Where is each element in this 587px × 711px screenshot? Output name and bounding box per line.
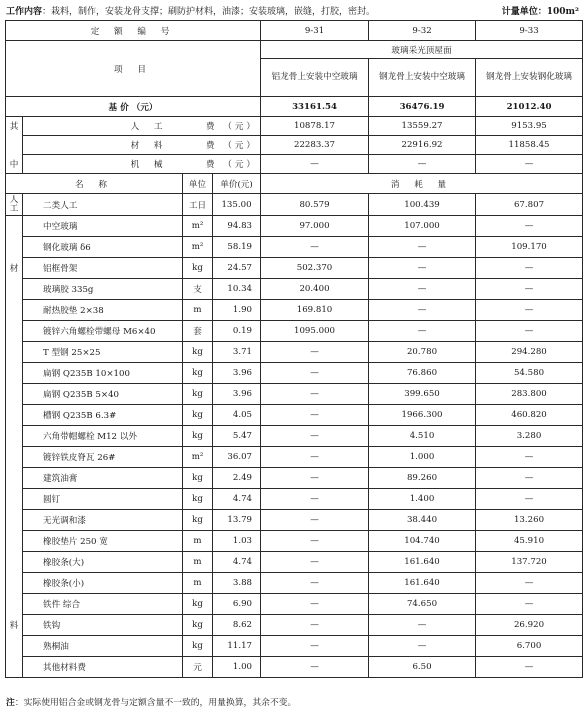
material-side-cell: [6, 573, 23, 594]
material-unit: m²: [183, 237, 213, 258]
material-price: 1.03: [213, 531, 261, 552]
material-value: 161.640: [369, 573, 476, 594]
among-side-cell: 中: [6, 155, 23, 174]
footnote: [6, 695, 296, 708]
material-side-cell: [6, 657, 23, 678]
material-value: 97.000: [261, 216, 369, 237]
material-side-cell: [6, 342, 23, 363]
material-value: —: [261, 363, 369, 384]
material-unit: kg: [183, 510, 213, 531]
material-row: [6, 552, 583, 573]
material-value: —: [476, 279, 583, 300]
cost-value: 22283.37: [261, 136, 369, 155]
material-side-cell: [6, 510, 23, 531]
material-name: 扁钢 Q235B 5×40: [23, 384, 183, 405]
material-name: 橡胶条(小): [23, 573, 183, 594]
material-value: —: [476, 468, 583, 489]
cost-name: 机 械: [23, 155, 183, 174]
group-title: 玻璃采光顶屋面: [261, 41, 583, 59]
material-unit: kg: [183, 384, 213, 405]
material-name: 熟桐油: [23, 636, 183, 657]
quota-number-row: [6, 21, 583, 41]
material-name: 六角带帽螺栓 M12 以外: [23, 426, 183, 447]
material-name: T 型钢 25×25: [23, 342, 183, 363]
labor-side-1: 人: [9, 194, 19, 205]
work-content-label: 工作内容: [6, 7, 43, 17]
cost-value: 13559.27: [369, 117, 476, 136]
material-unit: 支: [183, 279, 213, 300]
material-side-cell: [6, 384, 23, 405]
cost-suffix: 费 （元）: [183, 136, 261, 155]
material-value: —: [261, 657, 369, 678]
material-price: 6.90: [213, 594, 261, 615]
material-side-cell: [6, 426, 23, 447]
quota-table: [5, 20, 583, 678]
material-unit: m: [183, 531, 213, 552]
measure-unit: 计量单位：100m²: [501, 7, 579, 17]
material-name: 无光调和漆: [23, 510, 183, 531]
quota-code-1: 9-31: [261, 21, 369, 41]
material-value: —: [476, 594, 583, 615]
material-value: 294.280: [476, 342, 583, 363]
material-side-cell: [6, 279, 23, 300]
cost-name: 材 料: [23, 136, 183, 155]
material-name: 建筑油膏: [23, 468, 183, 489]
material-name: 耐热胶垫 2×38: [23, 300, 183, 321]
material-price: 4.74: [213, 552, 261, 573]
material-row: [6, 636, 583, 657]
material-value: —: [261, 594, 369, 615]
material-value: 1.400: [369, 489, 476, 510]
material-value: —: [476, 657, 583, 678]
material-value: —: [261, 531, 369, 552]
material-value: —: [261, 636, 369, 657]
material-row: [6, 279, 583, 300]
material-name: 槽钢 Q235B 6.3#: [23, 405, 183, 426]
consumption-header: 消 耗 量: [261, 174, 583, 194]
material-row: [6, 489, 583, 510]
material-price: 3.88: [213, 573, 261, 594]
material-name: 铁钩: [23, 615, 183, 636]
material-row: [6, 321, 583, 342]
material-value: —: [261, 447, 369, 468]
cost-value: 9153.95: [476, 117, 583, 136]
material-unit: m: [183, 573, 213, 594]
material-value: —: [476, 489, 583, 510]
work-content-text: ：栽料，制作，安装龙骨支撑；刷防护材料，油漆；安装玻璃，嵌缝，打胶，密封。: [42, 7, 376, 17]
material-unit: kg: [183, 426, 213, 447]
material-unit: kg: [183, 405, 213, 426]
quota-code-3: 9-33: [476, 21, 583, 41]
material-value: 54.580: [476, 363, 583, 384]
material-value: —: [476, 573, 583, 594]
material-value: —: [369, 258, 476, 279]
labor-row: [6, 194, 583, 216]
cost-value: 22916.92: [369, 136, 476, 155]
item-header-row: [6, 41, 583, 59]
material-name: 铝框骨架: [23, 258, 183, 279]
material-name: 圆钉: [23, 489, 183, 510]
material-price: 5.47: [213, 426, 261, 447]
cost-value: —: [369, 155, 476, 174]
base-price-1: 33161.54: [261, 97, 369, 117]
material-price: 11.17: [213, 636, 261, 657]
material-value: —: [261, 342, 369, 363]
material-unit: kg: [183, 342, 213, 363]
price-header: 单价(元): [213, 174, 261, 194]
material-price: 3.96: [213, 363, 261, 384]
material-row: [6, 363, 583, 384]
material-value: —: [369, 321, 476, 342]
material-value: —: [261, 615, 369, 636]
material-unit: 元: [183, 657, 213, 678]
material-side-cell: [6, 552, 23, 573]
name-header: 名 称: [6, 174, 183, 194]
material-value: 74.650: [369, 594, 476, 615]
material-value: 20.780: [369, 342, 476, 363]
material-value: 20.400: [261, 279, 369, 300]
material-value: 76.860: [369, 363, 476, 384]
material-value: 109.170: [476, 237, 583, 258]
material-value: —: [476, 216, 583, 237]
among-side-cell: [6, 136, 23, 155]
footnote-text: ：实际使用铝合金或钢龙骨与定额含量不一致的，用量换算，其余不变。: [14, 698, 297, 708]
material-unit: m²: [183, 216, 213, 237]
material-row: [6, 384, 583, 405]
material-value: —: [261, 237, 369, 258]
material-value: 399.650: [369, 384, 476, 405]
material-value: 45.910: [476, 531, 583, 552]
cost-name: 人 工: [23, 117, 183, 136]
header-bar: [6, 4, 579, 18]
material-price: 1.90: [213, 300, 261, 321]
material-side-cell: [6, 636, 23, 657]
among-side-cell: 其: [6, 117, 23, 136]
material-price: 94.83: [213, 216, 261, 237]
material-value: —: [261, 405, 369, 426]
quota-number-label: 定 额 编 号: [6, 21, 261, 41]
material-value: 137.720: [476, 552, 583, 573]
material-unit: m²: [183, 447, 213, 468]
quota-code-2: 9-32: [369, 21, 476, 41]
material-value: 26.920: [476, 615, 583, 636]
material-value: 502.370: [261, 258, 369, 279]
item-name-1: 铝龙骨上安装中空玻璃: [261, 59, 369, 97]
cost-value: —: [261, 155, 369, 174]
material-row: [6, 510, 583, 531]
cost-row: [6, 136, 583, 155]
material-value: 6.50: [369, 657, 476, 678]
material-row: [6, 594, 583, 615]
item-label: 项 目: [6, 41, 261, 97]
cost-suffix: 费 （元）: [183, 117, 261, 136]
base-price-row: [6, 97, 583, 117]
material-row: [6, 405, 583, 426]
material-value: —: [261, 384, 369, 405]
material-price: 13.79: [213, 510, 261, 531]
material-name: 其他材料费: [23, 657, 183, 678]
material-side-cell: 料: [6, 615, 23, 636]
material-value: —: [261, 489, 369, 510]
material-price: 3.96: [213, 384, 261, 405]
material-value: 13.260: [476, 510, 583, 531]
material-unit: kg: [183, 258, 213, 279]
material-value: —: [476, 321, 583, 342]
unit-header: 单位: [183, 174, 213, 194]
material-side-cell: [6, 216, 23, 237]
material-value: —: [369, 300, 476, 321]
labor-value: 100.439: [369, 194, 476, 216]
material-unit: m: [183, 300, 213, 321]
cost-suffix: 费 （元）: [183, 155, 261, 174]
material-value: —: [261, 552, 369, 573]
material-side-cell: 材: [6, 258, 23, 279]
material-name: 铁件 综合: [23, 594, 183, 615]
base-price-label: 基 价 （元）: [6, 97, 261, 117]
material-value: 38.440: [369, 510, 476, 531]
labor-side-cell: [6, 194, 23, 216]
material-value: —: [261, 468, 369, 489]
labor-name: 二类人工: [23, 194, 183, 216]
material-row: [6, 531, 583, 552]
material-row: [6, 657, 583, 678]
material-price: 2.49: [213, 468, 261, 489]
material-row: [6, 300, 583, 321]
material-unit: kg: [183, 636, 213, 657]
material-side-cell: [6, 405, 23, 426]
material-price: 4.74: [213, 489, 261, 510]
material-value: 104.740: [369, 531, 476, 552]
material-row: [6, 258, 583, 279]
material-value: 6.700: [476, 636, 583, 657]
material-value: 460.820: [476, 405, 583, 426]
material-price: 24.57: [213, 258, 261, 279]
material-value: 1095.000: [261, 321, 369, 342]
material-side-cell: [6, 447, 23, 468]
material-price: 36.07: [213, 447, 261, 468]
material-value: 3.280: [476, 426, 583, 447]
material-price: 3.71: [213, 342, 261, 363]
material-value: —: [261, 426, 369, 447]
cost-value: —: [476, 155, 583, 174]
labor-unit: 工日: [183, 194, 213, 216]
material-name: 玻璃胶 335g: [23, 279, 183, 300]
cost-row: [6, 155, 583, 174]
material-side-cell: [6, 531, 23, 552]
material-price: 10.34: [213, 279, 261, 300]
material-name: 橡胶条(大): [23, 552, 183, 573]
labor-value: 80.579: [261, 194, 369, 216]
base-price-2: 36476.19: [369, 97, 476, 117]
material-price: 8.62: [213, 615, 261, 636]
material-value: —: [369, 636, 476, 657]
material-price: 1.00: [213, 657, 261, 678]
material-value: 4.510: [369, 426, 476, 447]
material-value: —: [369, 279, 476, 300]
material-price: 58.19: [213, 237, 261, 258]
material-price: 4.05: [213, 405, 261, 426]
material-value: —: [369, 237, 476, 258]
material-value: 107.000: [369, 216, 476, 237]
material-side-cell: [6, 363, 23, 384]
material-value: —: [261, 510, 369, 531]
material-unit: kg: [183, 468, 213, 489]
labor-side-2: 工: [9, 203, 19, 214]
material-side-cell: [6, 468, 23, 489]
labor-value: 67.807: [476, 194, 583, 216]
material-name: 镀锌六角螺栓带螺母 M6×40: [23, 321, 183, 342]
material-value: —: [261, 573, 369, 594]
cost-value: 11858.45: [476, 136, 583, 155]
item-name-3: 钢龙骨上安装钢化玻璃: [476, 59, 583, 97]
material-price: 0.19: [213, 321, 261, 342]
base-price-3: 21012.40: [476, 97, 583, 117]
material-name: 钢化玻璃 δ6: [23, 237, 183, 258]
material-side-cell: [6, 489, 23, 510]
material-row: [6, 216, 583, 237]
material-side-cell: [6, 300, 23, 321]
material-row: [6, 447, 583, 468]
cost-value: 10878.17: [261, 117, 369, 136]
material-value: 169.810: [261, 300, 369, 321]
material-side-cell: [6, 594, 23, 615]
item-name-2: 钢龙骨上安装中空玻璃: [369, 59, 476, 97]
material-row: [6, 615, 583, 636]
material-value: 283.800: [476, 384, 583, 405]
consumption-header-row: [6, 174, 583, 194]
material-unit: m: [183, 552, 213, 573]
material-side-cell: [6, 237, 23, 258]
material-value: —: [476, 300, 583, 321]
work-content: [6, 4, 375, 17]
material-row: [6, 342, 583, 363]
material-row: [6, 237, 583, 258]
material-value: —: [476, 447, 583, 468]
material-value: 89.260: [369, 468, 476, 489]
material-side-cell: [6, 321, 23, 342]
material-unit: kg: [183, 594, 213, 615]
cost-row: [6, 117, 583, 136]
labor-price: 135.00: [213, 194, 261, 216]
material-unit: kg: [183, 363, 213, 384]
material-value: 161.640: [369, 552, 476, 573]
material-value: —: [369, 615, 476, 636]
material-unit: 套: [183, 321, 213, 342]
material-unit: kg: [183, 615, 213, 636]
material-unit: kg: [183, 489, 213, 510]
material-row: [6, 426, 583, 447]
material-value: 1966.300: [369, 405, 476, 426]
material-row: [6, 468, 583, 489]
material-value: —: [476, 258, 583, 279]
material-name: 镀锌铁皮脊瓦 26#: [23, 447, 183, 468]
material-name: 中空玻璃: [23, 216, 183, 237]
material-name: 橡胶垫片 250 宽: [23, 531, 183, 552]
material-value: 1.000: [369, 447, 476, 468]
material-row: [6, 573, 583, 594]
material-name: 扁钢 Q235B 10×100: [23, 363, 183, 384]
footnote-label: 注: [6, 698, 15, 708]
